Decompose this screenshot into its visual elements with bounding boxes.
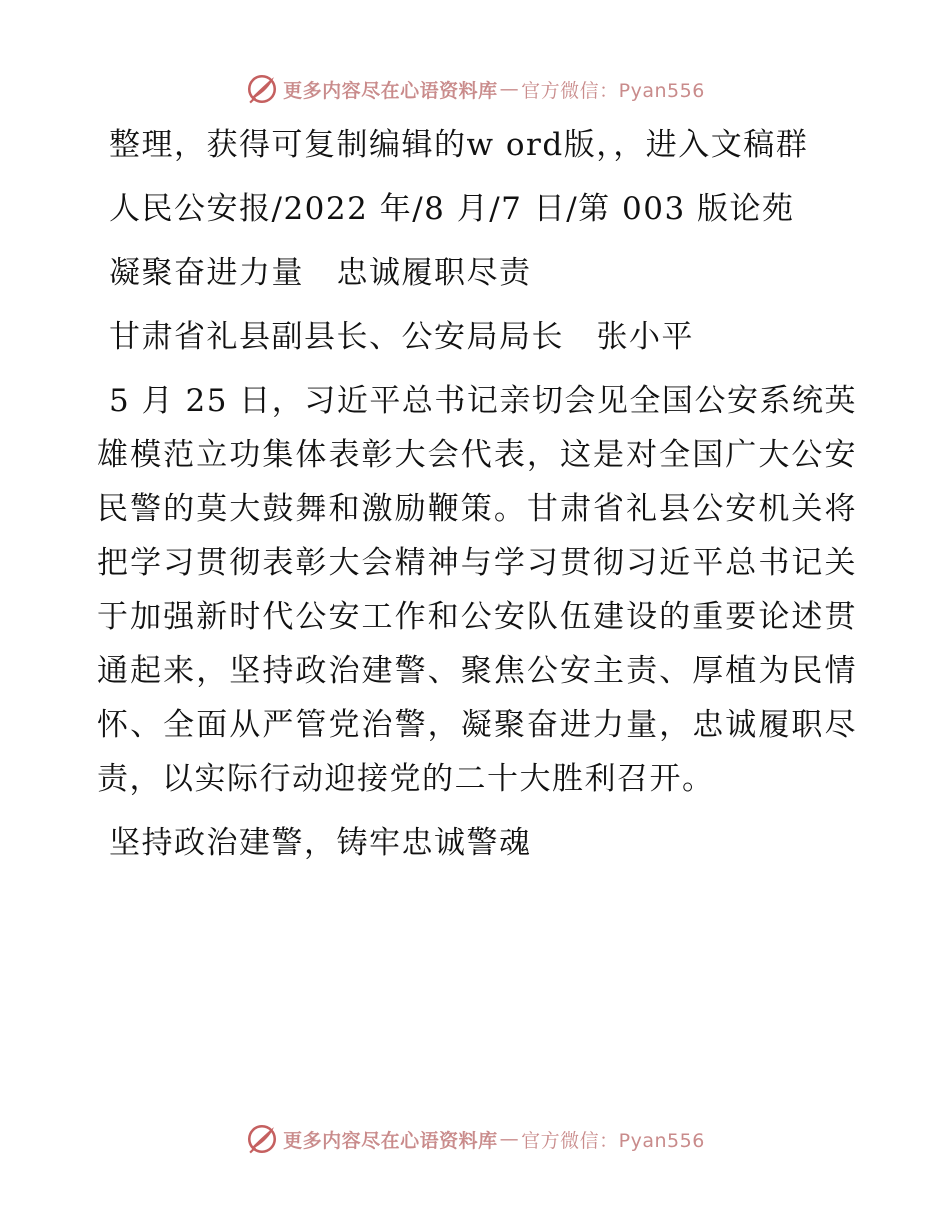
watermark-footer: [0, 1122, 950, 1156]
author-line: 甘肃省礼县副县长、公安局局长 张小平: [109, 319, 694, 355]
watermark-separator: —: [499, 1128, 520, 1150]
watermark-separator: —: [499, 78, 520, 100]
source-line: 人民公安报/2022 年/8 月/7 日/第 003 版论苑: [109, 191, 795, 227]
watermark-header: [0, 72, 950, 106]
article-title: 凝聚奋进力量 忠诚履职尽责: [109, 255, 532, 291]
body-paragraph: 5 月 25 日，习近平总书记亲切会见全国公安系统英雄模范立功集体表彰大会代表，这是对全国广大公安民警的莫大鼓舞和激励鞭策。甘肃省礼县公安机关将把学习贯彻表彰大会精神与学习贯彻习近平总书记关于加强新时代公安工作和公安队伍建设的重要论述贯通起来，坚持政治建警、聚焦公安主责、厚植为民情怀、全面从严管党治警，凝聚奋进力量，忠诚履职尽责，以实际行动迎接党的二十大胜利召开。: [97, 383, 857, 797]
section-heading: 坚持政治建警，铸牢忠诚警魂: [109, 825, 532, 861]
quill-logo-icon: [245, 72, 279, 106]
watermark-text: 更多内容尽在心语资料库: [283, 79, 498, 102]
intro-line: 整理，获得可复制编辑的w ord版，，进入文稿群: [109, 127, 809, 163]
watermark-contact: 官方微信：Pyan556: [521, 1129, 705, 1152]
watermark-text: 更多内容尽在心语资料库: [283, 1129, 498, 1152]
quill-logo-icon: [245, 1122, 279, 1156]
document-body: [97, 118, 857, 870]
watermark-contact: 官方微信：Pyan556: [521, 79, 705, 102]
